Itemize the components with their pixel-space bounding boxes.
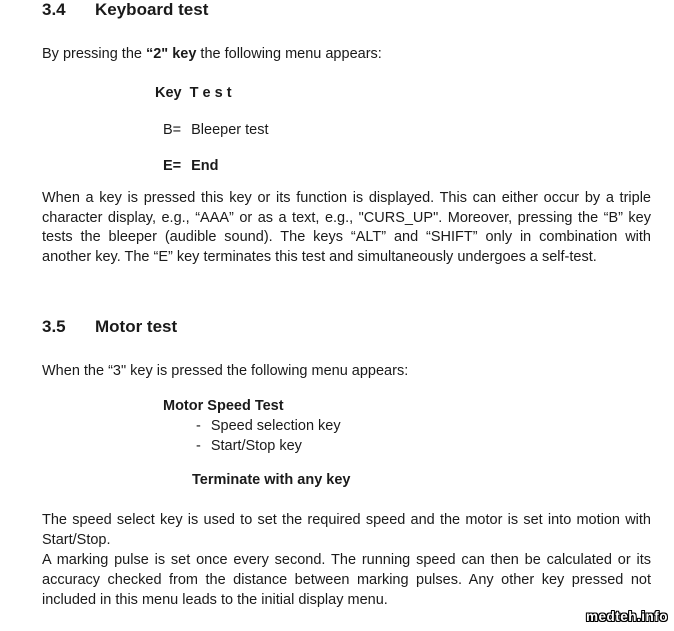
menu-entry-key: B= <box>163 122 182 138</box>
list-item-label: Start/Stop key <box>210 438 302 454</box>
dash-bullet: - <box>196 438 201 454</box>
menu-footer-terminate: Terminate with any key <box>192 472 351 488</box>
intro-bold-key: “2" key <box>145 46 197 62</box>
section-title: Keyboard test <box>95 0 209 19</box>
menu-title-motor-speed-test: Motor Speed Test <box>163 398 284 414</box>
list-item-speed-selection <box>196 416 651 436</box>
menu-entry-label: End <box>191 158 219 174</box>
intro-suffix: the following menu appears: <box>196 46 382 62</box>
section-title: Motor test <box>95 317 178 336</box>
watermark-medteh-info: medteh.info <box>586 609 668 624</box>
menu-title-key-test: Key T e s t <box>155 85 232 101</box>
menu-entry-end <box>163 156 651 176</box>
menu-entry-bleeper <box>163 120 651 140</box>
section-number: 3.4 <box>42 0 66 19</box>
dash-bullet: - <box>196 418 201 434</box>
motor-menu-list <box>42 416 651 456</box>
menu-entry-label: Bleeper test <box>191 122 269 138</box>
list-item-start-stop <box>196 436 651 456</box>
section-heading-keyboard-test <box>42 0 651 20</box>
intro-paragraph-keyboard <box>42 44 651 64</box>
intro-paragraph-motor: When the “3" key is pressed the following menu appears: <box>42 363 409 379</box>
closing-paragraph-marking-pulse: A marking pulse is set once every second. The running speed can then be calculated or its accuracy checked from the distance between marking pulses. Any other key pressed not included in this menu leads to the initial display menu. <box>42 552 651 608</box>
body-paragraph-keyboard: When a key is pressed this key or its function is displayed. This can either occur by a triple character display, e.g., “AAA” or as a text, e.g., "CURS_UP". Moreover, pressing the “B” key tests the bleeper (audible sound). The keys “ALT” and “SHIFT” only in combination with another key. The “E” key terminates this test and simultaneously undergoes a self-test. <box>42 190 651 265</box>
intro-prefix: By pressing the <box>42 46 146 62</box>
menu-entry-key: E= <box>163 158 182 174</box>
section-heading-motor-test <box>42 317 651 337</box>
closing-paragraph-speed-select: The speed select key is used to set the required speed and the motor is set into motion with Start/Stop. <box>42 512 651 548</box>
section-number: 3.5 <box>42 317 66 336</box>
list-item-label: Speed selection key <box>210 418 341 434</box>
